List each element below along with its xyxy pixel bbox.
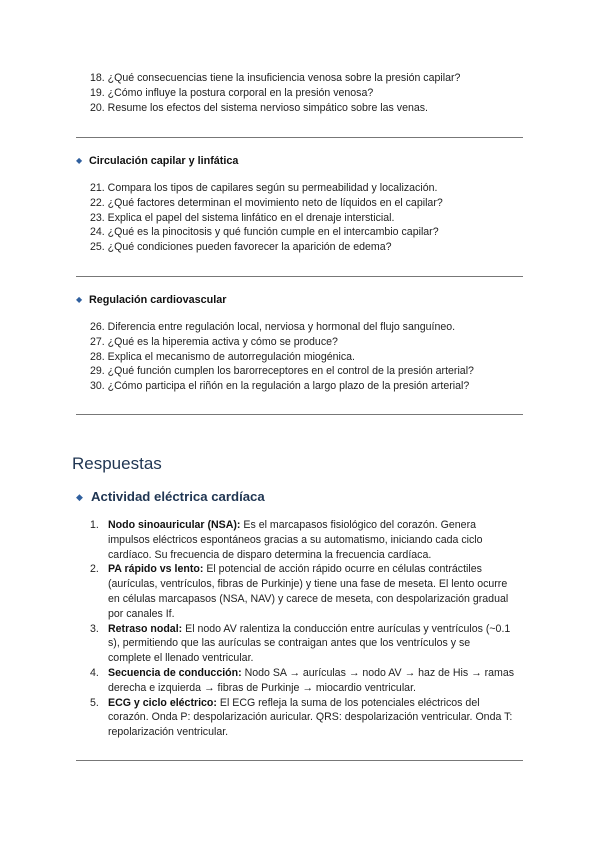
answer-number: 5. bbox=[90, 696, 99, 709]
answers-subheading-label: Actividad eléctrica cardíaca bbox=[91, 489, 265, 504]
question-list-regulacion bbox=[90, 320, 474, 394]
question-item: 25. ¿Qué condiciones pueden favorecer la aparición de edema? bbox=[90, 241, 392, 254]
diamond-bullet-icon: ◆ bbox=[76, 492, 83, 502]
answer-text: Es el marcapasos fisiológico del corazón. Genera impulsos eléctricos espontáneos gracias a su automatismo, iniciando cada ciclo cardíaco. Su frecuencia de disparo determina la frecuencia cardíaca. bbox=[108, 519, 483, 561]
diamond-bullet-icon: ◆ bbox=[76, 295, 83, 304]
section-heading-capilar bbox=[76, 155, 238, 167]
answer-text: El potencial de acción rápido ocurre en células contráctiles (aurículas, ventrículos, fibras de Purkinje) y tiene una fase de meseta. El lento ocurre en células marcapasos (NSA, NAV) y carece de meseta, con despolarización gradual por canales If. bbox=[108, 563, 509, 620]
answer-text: Nodo SA → aurículas → nodo AV → haz de His → ramas derecha e izquierda → fibras de Purkinje → miocardio ventricular. bbox=[108, 666, 515, 694]
answers-subheading bbox=[76, 489, 265, 504]
answer-term: Nodo sinoauricular (NSA): bbox=[108, 519, 241, 531]
answer-text: El ECG refleja la suma de los potenciales eléctricos del corazón. Onda P: despolarización auricular. QRS: despolarización ventricular. Onda T: repolarización ventricular. bbox=[108, 696, 513, 739]
question-item: 21. Compara los tipos de capilares según su permeabilidad y localización. bbox=[90, 182, 438, 194]
divider bbox=[76, 137, 523, 138]
answer-number: 3. bbox=[90, 622, 99, 635]
question-list-top bbox=[90, 71, 460, 115]
divider bbox=[76, 414, 523, 415]
answer-item bbox=[90, 562, 515, 621]
answer-number: 1. bbox=[90, 519, 99, 531]
answer-list bbox=[90, 518, 515, 740]
answers-title: Respuestas bbox=[72, 454, 162, 473]
question-item: 22. ¿Qué factores determinan el movimiento neto de líquidos en el capilar? bbox=[90, 196, 443, 209]
question-item: 19. ¿Cómo influye la postura corporal en la presión venosa? bbox=[90, 86, 374, 99]
answer-term: PA rápido vs lento: bbox=[108, 563, 204, 576]
answer-number: 4. bbox=[90, 666, 99, 679]
answer-text: El nodo AV ralentiza la conducción entre aurículas y ventrículos (~0.1 s), permitiendo que las aurículas se contraigan antes que los ventrículos y se complete el llenado ventricular. bbox=[108, 622, 511, 665]
question-item: 28. Explica el mecanismo de autorregulación miogénica. bbox=[90, 350, 355, 363]
diamond-bullet-icon: ◆ bbox=[76, 156, 83, 165]
answer-term: Secuencia de conducción: bbox=[108, 666, 242, 679]
section-heading-label: Circulación capilar y linfática bbox=[89, 155, 239, 167]
answer-item bbox=[90, 622, 515, 666]
question-item: 27. ¿Qué es la hiperemia activa y cómo se produce? bbox=[90, 335, 338, 348]
answer-item bbox=[90, 696, 515, 740]
question-item: 29. ¿Qué función cumplen los barorreceptores en el control de la presión arterial? bbox=[90, 365, 474, 378]
answer-item bbox=[90, 518, 515, 562]
answer-number: 2. bbox=[90, 563, 99, 576]
answer-term: ECG y ciclo eléctrico: bbox=[108, 696, 217, 709]
question-item: 30. ¿Cómo participa el riñón en la regulación a largo plazo de la presión arterial? bbox=[90, 380, 470, 393]
answer-term: Retraso nodal: bbox=[108, 622, 183, 635]
question-item: 26. Diferencia entre regulación local, nerviosa y hormonal del flujo sanguíneo. bbox=[90, 321, 456, 333]
divider bbox=[76, 760, 523, 761]
question-item: 18. ¿Qué consecuencias tiene la insuficiencia venosa sobre la presión capilar? bbox=[90, 72, 461, 84]
question-item: 23. Explica el papel del sistema linfático en el drenaje intersticial. bbox=[90, 211, 395, 224]
answer-item bbox=[90, 666, 515, 696]
section-heading-regulacion bbox=[76, 294, 226, 306]
question-item: 20. Resume los efectos del sistema nervioso simpático sobre las venas. bbox=[90, 101, 428, 114]
divider bbox=[76, 276, 523, 277]
question-list-capilar bbox=[90, 181, 443, 255]
question-item: 24. ¿Qué es la pinocitosis y qué función cumple en el intercambio capilar? bbox=[90, 226, 439, 239]
section-heading-label: Regulación cardiovascular bbox=[89, 294, 227, 306]
